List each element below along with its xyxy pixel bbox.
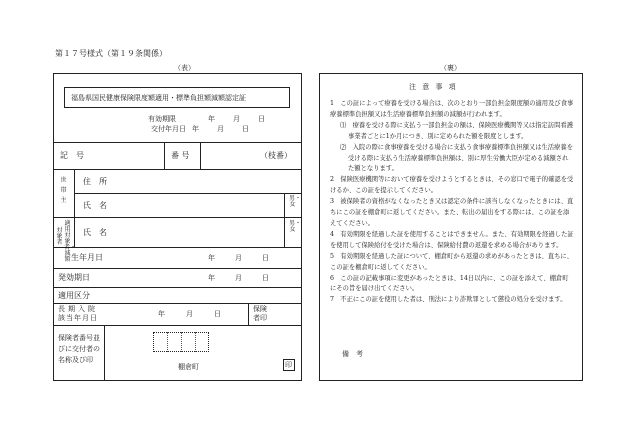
applicant-sub-label: 対象者 xyxy=(56,227,63,246)
householder-sex: 男・女 xyxy=(289,195,302,208)
notes-title: 注 意 事 項 xyxy=(409,83,458,91)
valid-month: 月 xyxy=(233,115,240,123)
issue-date-label: 交付年月日 xyxy=(151,125,186,133)
note-1: 1 この証によって療養を受ける場合は、次のとおり一部負担金限度額の適用及び食事療養標準負担額又は生活療養標準負担額の減額が行われます。 xyxy=(330,100,574,118)
long-term-label: 長期入院 xyxy=(58,305,98,313)
effective-month: 月 xyxy=(235,274,242,282)
issue-day: 日 xyxy=(242,125,249,133)
applicant-sex: 男・女 xyxy=(289,220,302,233)
note-7: 7 不正にこの証を使用した者は、刑法により詐欺罪として懲役の処分を受けます。 xyxy=(330,296,567,304)
long-term-month: 月 xyxy=(186,310,193,318)
remarks-label: 備 考 xyxy=(342,350,363,358)
issue-year: 年 xyxy=(192,125,199,133)
birth-day: 日 xyxy=(262,254,269,262)
front-side-label: （表） xyxy=(174,64,195,72)
form-number: 第１７号様式（第１９条関係） xyxy=(55,49,167,58)
category-label: 適用区分 xyxy=(58,291,90,300)
note-5: 5 有効期限を経過した証について、棚倉町から返還の求めがあったときは、直ちに、この証を棚倉町に返してください。 xyxy=(330,252,573,271)
valid-until-label: 有効期限 xyxy=(148,115,176,123)
issuer-name: 棚倉町 xyxy=(178,363,199,371)
birth-date-label: 生年月日 xyxy=(71,253,103,262)
back-side-label: （裏） xyxy=(440,64,461,72)
seal-mark: 印 xyxy=(285,361,292,369)
notes-list xyxy=(330,99,574,306)
note-1-2: ⑵ 入院の際に食事療養を受ける場合に支払う食事療養標準負担額又は生活療養を受ける際に支払う生活療養標準負担額は、別に厚生労働大臣が定める減額された額となります。 xyxy=(340,143,573,173)
long-term-year: 年 xyxy=(158,310,165,318)
householder-name-label: 氏 名 xyxy=(83,201,107,210)
householder-label: 世帯主 xyxy=(60,177,67,204)
effective-year: 年 xyxy=(208,274,215,282)
effective-date-label: 発効期日 xyxy=(58,273,90,282)
valid-year: 年 xyxy=(208,115,215,123)
symbol-label: 記 号 xyxy=(60,151,84,160)
householder-address-label: 住 所 xyxy=(83,177,107,186)
effective-day: 日 xyxy=(262,274,269,282)
form-title: 福島県国民健康保険限度額適用・標準負担額減額認定証 xyxy=(71,94,246,102)
number-label: 番 号 xyxy=(171,151,190,160)
note-2: 2 保険医療機関等において療養を受けようとするときは、その窓口で電子的確認を受けるか、この証を提示してください。 xyxy=(330,176,574,195)
note-6: 6 この証の記載事項に変更があったときは、14日以内に、この証を添えて、棚倉町にその旨を届け出てください。 xyxy=(330,274,569,293)
issue-month: 月 xyxy=(217,125,224,133)
birth-month: 月 xyxy=(235,254,242,262)
note-3: 3 被保険者の資格がなくなったとき又は認定の条件に該当しなくなったときには、直ちにこの証を棚倉町に返してください。また、転出の届出をする際には、この証を添えてください。 xyxy=(330,198,574,227)
long-term-day: 日 xyxy=(214,310,221,318)
birth-year: 年 xyxy=(208,254,215,262)
applicant-name-label: 氏 名 xyxy=(83,228,107,237)
valid-day: 日 xyxy=(258,115,265,123)
note-4: 4 有効期限を経過した証を使用することはできません。また、有効期限を経過した証を使用して保険給付を受けた場合は、保険給付費の返還を求める場合があります。 xyxy=(330,230,574,249)
issuer-label: 保険者番号並びに交付者の名称及び印 xyxy=(58,334,100,364)
applicable-date-label: 該当年月日 xyxy=(58,314,98,322)
branch-label: （枝番） xyxy=(260,151,292,160)
applicant-label: 適用対象者・減額 xyxy=(64,220,77,263)
note-1-1: ⑴ 療養を受ける際に支払う一部負担金の額は、保険医療機関等又は指定訪問看護事業者ごとに1か月につき、別に定められた額を限度とします。 xyxy=(340,121,573,140)
insurer-seal-label: 保険者印 xyxy=(253,305,267,322)
